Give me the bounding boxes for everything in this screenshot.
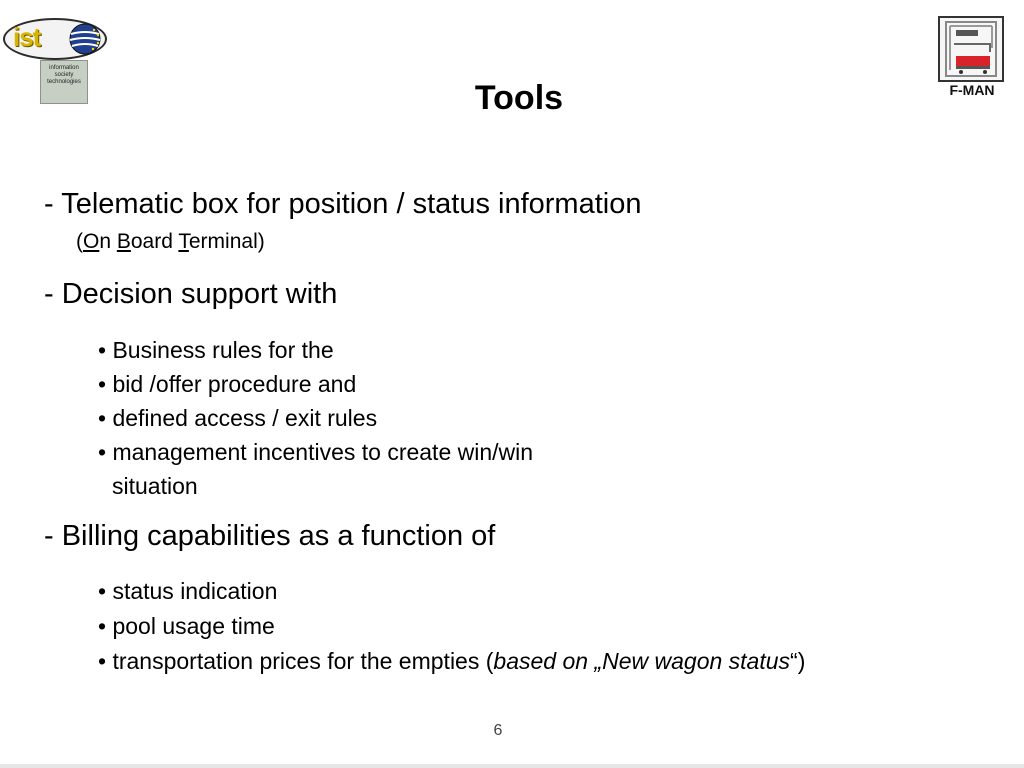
sub-letter-t: T: [178, 230, 189, 253]
bullet-item: • management incentives to create win/win: [98, 439, 534, 465]
bullet-item: • Business rules for the: [98, 337, 334, 363]
bullet-text: “): [790, 648, 806, 674]
fman-logo-text: F-MAN: [949, 82, 995, 98]
sub-text: (: [76, 230, 83, 253]
ist-caption-line: technologies: [47, 79, 81, 85]
item-telematic-subtitle: [76, 230, 265, 254]
ist-logo-text: ist: [13, 22, 41, 52]
sub-text: oard: [130, 230, 179, 253]
bullet-item: • pool usage time: [98, 613, 275, 639]
slide-title: Tools: [474, 79, 564, 117]
bullet-text: • transportation prices for the empties (: [98, 648, 494, 674]
sub-text: erminal): [188, 230, 265, 253]
item-telematic: - Telematic box for position / status information: [44, 188, 642, 220]
globe-icon: [67, 22, 103, 56]
sub-letter-o: O: [83, 230, 100, 253]
bullet-item: • defined access / exit rules: [98, 405, 378, 431]
sub-letter-b: B: [116, 230, 131, 253]
page-number: 6: [493, 722, 503, 739]
bullet-item: • status indication: [98, 578, 278, 604]
ist-caption-line: society: [54, 72, 74, 78]
bullet-item: • bid /offer procedure and: [98, 371, 357, 397]
fman-logo-frame: [938, 16, 1004, 82]
bottom-divider: [0, 764, 1024, 768]
item-decision: - Decision support with: [44, 278, 338, 310]
ist-caption-line: information: [49, 65, 79, 71]
item-billing: - Billing capabilities as a function of: [44, 520, 496, 552]
bullet-italic-text: based on „New wagon status: [493, 648, 791, 674]
wagon-icon: [940, 18, 1002, 80]
sub-text: n: [99, 230, 117, 253]
bullet-item: [98, 648, 805, 675]
bullet-item-continuation: situation: [112, 473, 198, 499]
